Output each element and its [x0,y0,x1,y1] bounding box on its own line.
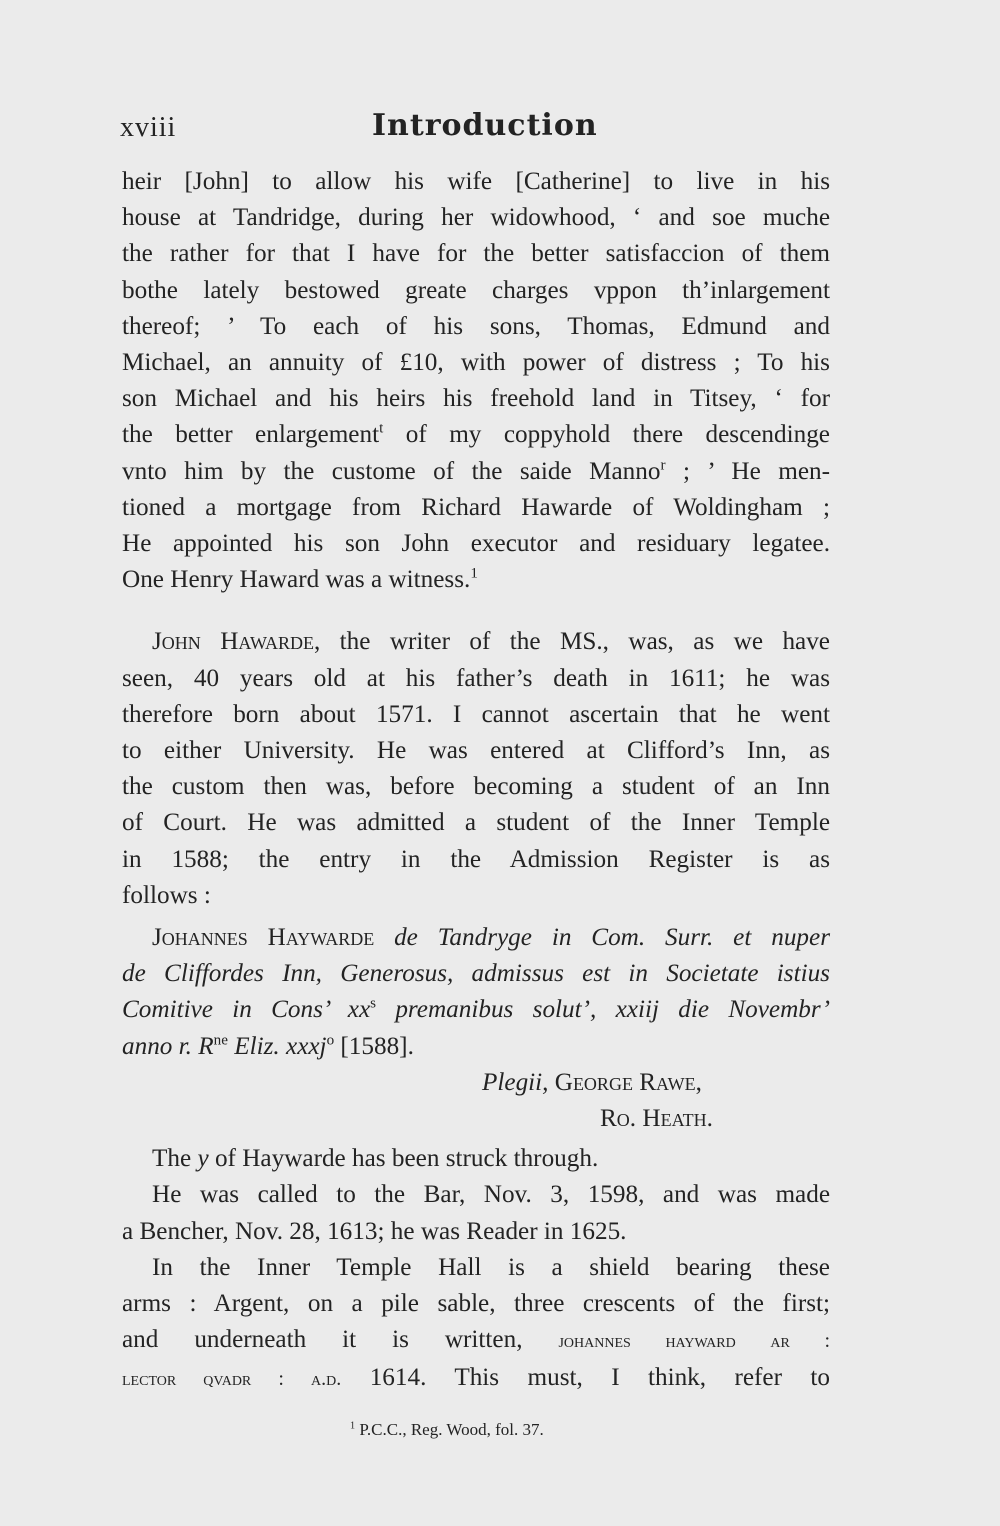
text-segment: One Henry Haward was a witness. [122,566,471,594]
text-line: Michael, an annuity of £10, with power of distress ; To his [122,349,830,377]
page-number: xviii [120,112,177,143]
text-line: therefore born about 1571. I cannot ascertain that he went [122,700,830,728]
text-line: the custom then was, before becoming a student of an Inn [122,773,830,801]
pledge-line [122,1065,830,1101]
paragraph-gap [122,598,830,624]
text-line [122,454,830,490]
text-line [122,417,830,453]
latin-text: de Tandryge in Com. Surr. et nuper [394,924,830,952]
text-segment: the better enlargement [122,421,380,449]
pledges-label: Plegii, [482,1068,549,1096]
superscript: ne [213,1032,228,1049]
latin-text: premanibus solut’, xxiij die Novembr’ [376,996,830,1024]
text-segment: vnto him by the custome of the saide Manno [122,457,661,485]
text-segment: In the Inner Temple Hall is a shield bearing these [152,1253,830,1281]
paragraph-john-hawarde [122,624,830,914]
text-line: tioned a mortgage from Richard Hawarde of Woldingham ; [122,493,830,521]
text-line [122,1177,830,1213]
text-segment: , the writer of the MS., was, as we have [313,628,830,656]
entry-line [122,992,830,1028]
footnote-text: P.C.C., Reg. Wood, fol. 37. [355,1420,544,1439]
person-name: Johannes Haywarde [152,924,375,952]
text-segment: [1588]. [334,1032,414,1060]
paragraph-will [122,164,830,598]
entry-line [122,920,830,956]
running-title: Introduction [372,108,598,143]
pledge-name: George Rawe, [554,1068,702,1096]
paragraph-bar [122,1177,830,1249]
text-line: son Michael and his heirs his freehold land in Titsey, ‘ for [122,385,830,413]
text-line: He appointed his son John executor and residuary legatee. [122,530,830,558]
pledge-name: Ro. Heath. [600,1105,713,1133]
text-line [122,624,830,660]
text-line: heir [John] to allow his wife [Catherine] to live in his [122,168,830,195]
text-line: bothe lately bestowed greate charges vppon th’inlargement [122,276,830,304]
page-header [122,102,830,164]
text-line: follows : [122,881,211,909]
text-line [122,562,830,598]
paragraph-shield [122,1250,830,1397]
text-line [122,1322,830,1359]
text-segment: The [152,1145,198,1173]
italic-letter: y [197,1145,209,1173]
superscript: s [370,996,377,1013]
text-line: seen, 40 years old at his father’s death in 1611; he was [122,664,830,692]
text-line: house at Tandridge, during her widowhood, ‘ and soe muche [122,204,830,232]
page [122,102,830,1462]
text-segment: of Haywarde has been struck through. [208,1145,599,1173]
latin-text: de Cliffordes Inn, Generosus, admissus est in Societate istius [122,960,830,988]
text-line: thereof; ’ To each of his sons, Thomas, Edmund and [122,312,830,340]
text-line: arms : Argent, on a pile sable, three crescents of the first; [122,1290,830,1318]
text-segment: of my coppyhold there descendinge [383,421,830,449]
text-line: the rather for that I have for the better satisfaccion of them [122,240,830,268]
text-segment: 1614. This must, I think, refer to [369,1363,831,1391]
superscript: t [379,421,384,438]
text-segment: and underneath it is written, [122,1326,523,1354]
entry-line [122,1029,830,1065]
text-line [122,1360,830,1397]
inscription: lector qvadr : a.d. [122,1367,342,1390]
footnote [350,1420,544,1440]
latin-text: Comitive in Cons’ xx [122,996,371,1024]
latin-text: anno r. R [122,1032,214,1060]
text-line: in 1588; the entry in the Admission Register is as [122,845,830,873]
person-name: John Hawarde [152,628,314,656]
pledges-block [122,1065,830,1137]
footnote-marker: 1 [470,565,478,582]
entry-line [122,956,830,992]
text-line: a Bencher, Nov. 28, 1613; he was Reader in 1625. [122,1217,627,1245]
text-segment: He was called to the Bar, Nov. 3, 1598, and was made [152,1181,830,1209]
text-line [122,1250,830,1286]
admission-entry [122,920,830,1065]
superscript: o [326,1032,335,1049]
superscript: r [660,457,666,474]
paragraph-y-note [122,1141,830,1177]
text-line: to either University. He was entered at Clifford’s Inn, as [122,737,830,765]
pledge-line [122,1101,830,1137]
inscription: johannes hayward ar : [558,1330,831,1353]
text-line: of Court. He was admitted a student of the Inner Temple [122,809,830,837]
text-segment: ; ’ He men- [665,457,830,485]
latin-text: Eliz. xxxj [227,1032,327,1060]
text-line [122,1141,830,1177]
footnote-marker: 1 [350,1420,356,1432]
